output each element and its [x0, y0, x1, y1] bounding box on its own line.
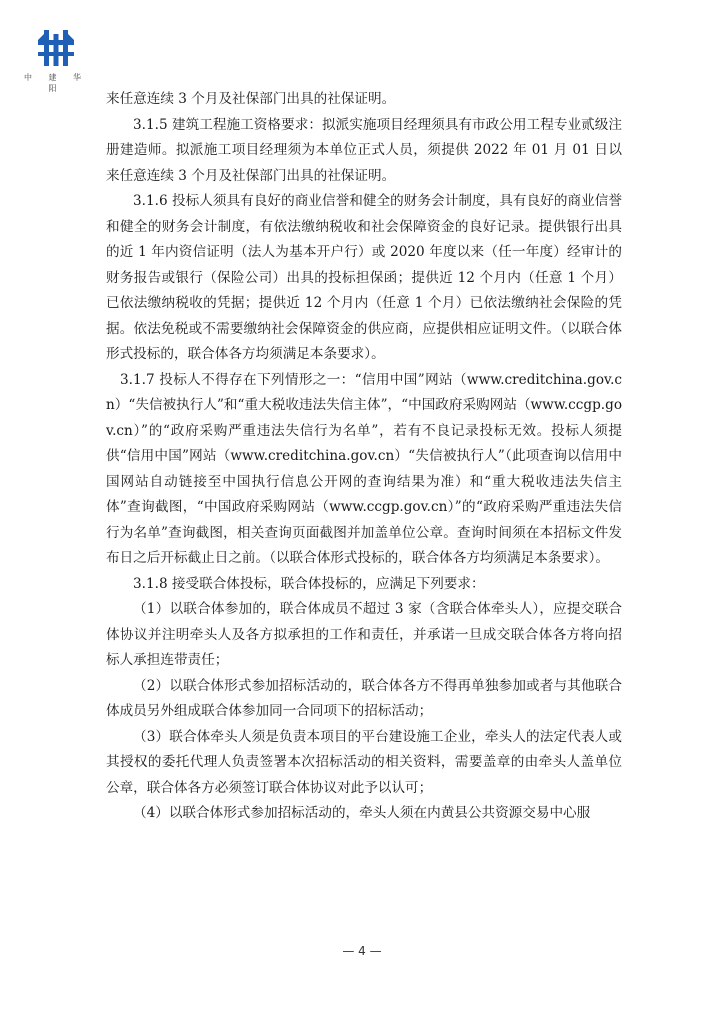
building-logo-icon: [36, 28, 76, 68]
document-body: [106, 87, 622, 827]
paragraph-3-1-8: 3.1.8 接受联合体投标，联合体投标的，应满足下列要求：: [133, 575, 485, 592]
list-item-1: （1）以联合体参加的，联合体成员不超过 3 家（含联合体牵头人），应提交联合体协议并注明牵头人及各方拟承担的工作和责任，并承诺一旦成交联合体各方将向招标人承担连带责任；: [106, 601, 622, 668]
logo-text: 中 建 华 阳: [23, 73, 89, 93]
list-item-2: （2）以联合体形式参加招标活动的，联合体各方不得再单独参加或者与其他联合体成员另外组成联合体参加同一合同项下的招标活动；: [106, 677, 622, 719]
paragraph-3-1-5: 3.1.5 建筑工程施工资格要求：拟派实施项目经理须具有市政公用工程专业贰级注册建造师。拟派施工项目经理须为本单位正式人员，须提供 2022 年 01 月 01 日以来任意连续 3 个月及社保部门出具的社保证明。: [106, 116, 622, 184]
page-number: — 4 —: [342, 944, 382, 958]
list-item-3: （3）联合体牵头人须是负责本项目的平台建设施工企业，牵头人的法定代表人或其授权的委托代理人负责签署本次招标活动的相关资料，需要盖章的由牵头人盖单位公章，联合体各方必须签订联合体协议对此予以认可；: [106, 728, 622, 796]
paragraph-3-1-6: 3.1.6 投标人须具有良好的商业信誉和健全的财务会计制度，具有良好的商业信誉和健全的财务会计制度，有依法缴纳税收和社会保障资金的良好记录。提供银行出具的近 1 年内资信证明（法人为基本开户行）或 2020 年度以来（任一年度）经审计的财务报告或银行（保险公司）出具的投标担保函；提供近 12 个月内（任意 1 个月）已依法缴纳税收的凭据；提供近 12 个月内（任意 1 个月）已依法缴纳社会保险的凭据。依法免税或不需要缴纳社会保障资金的供应商，应提供相应证明文件。（以联合体形式投标的，联合体各方均须满足本条要求）。: [106, 193, 622, 362]
company-logo: [14, 28, 98, 93]
paragraph-3-1-7: 3.1.7 投标人不得存在下列情形之一：“信用中国”网站（www.creditchina.gov.cn）“失信被执行人”和“重大税收违法失信主体”，“中国政府采购网站（www.ccgp.gov.cn）”的“政府采购严重违法失信行为名单”，若有不良记录投标无效。投标人须提供“信用中国”网站（www.creditchina.gov.cn）“失信被执行人”（此项查询以信用中国网站自动链接至中国执行信息公开网的查询结果为准）和“重大税收违法失信主体”查询截图，“中国政府采购网站（www.ccgp.gov.cn）”的“政府采购严重违法失信行为名单”查询截图，相关查询页面截图并加盖单位公章。查询时间须在本招标文件发布日之后开标截止日之前。（以联合体形式投标的，联合体各方均须满足本条要求）。: [106, 371, 622, 566]
list-item-4: （4）以联合体形式参加招标活动的，牵头人须在内黄县公共资源交易中心服: [133, 805, 591, 821]
paragraph-social-security-continued: 来任意连续 3 个月及社保部门出具的社保证明。: [106, 91, 396, 107]
